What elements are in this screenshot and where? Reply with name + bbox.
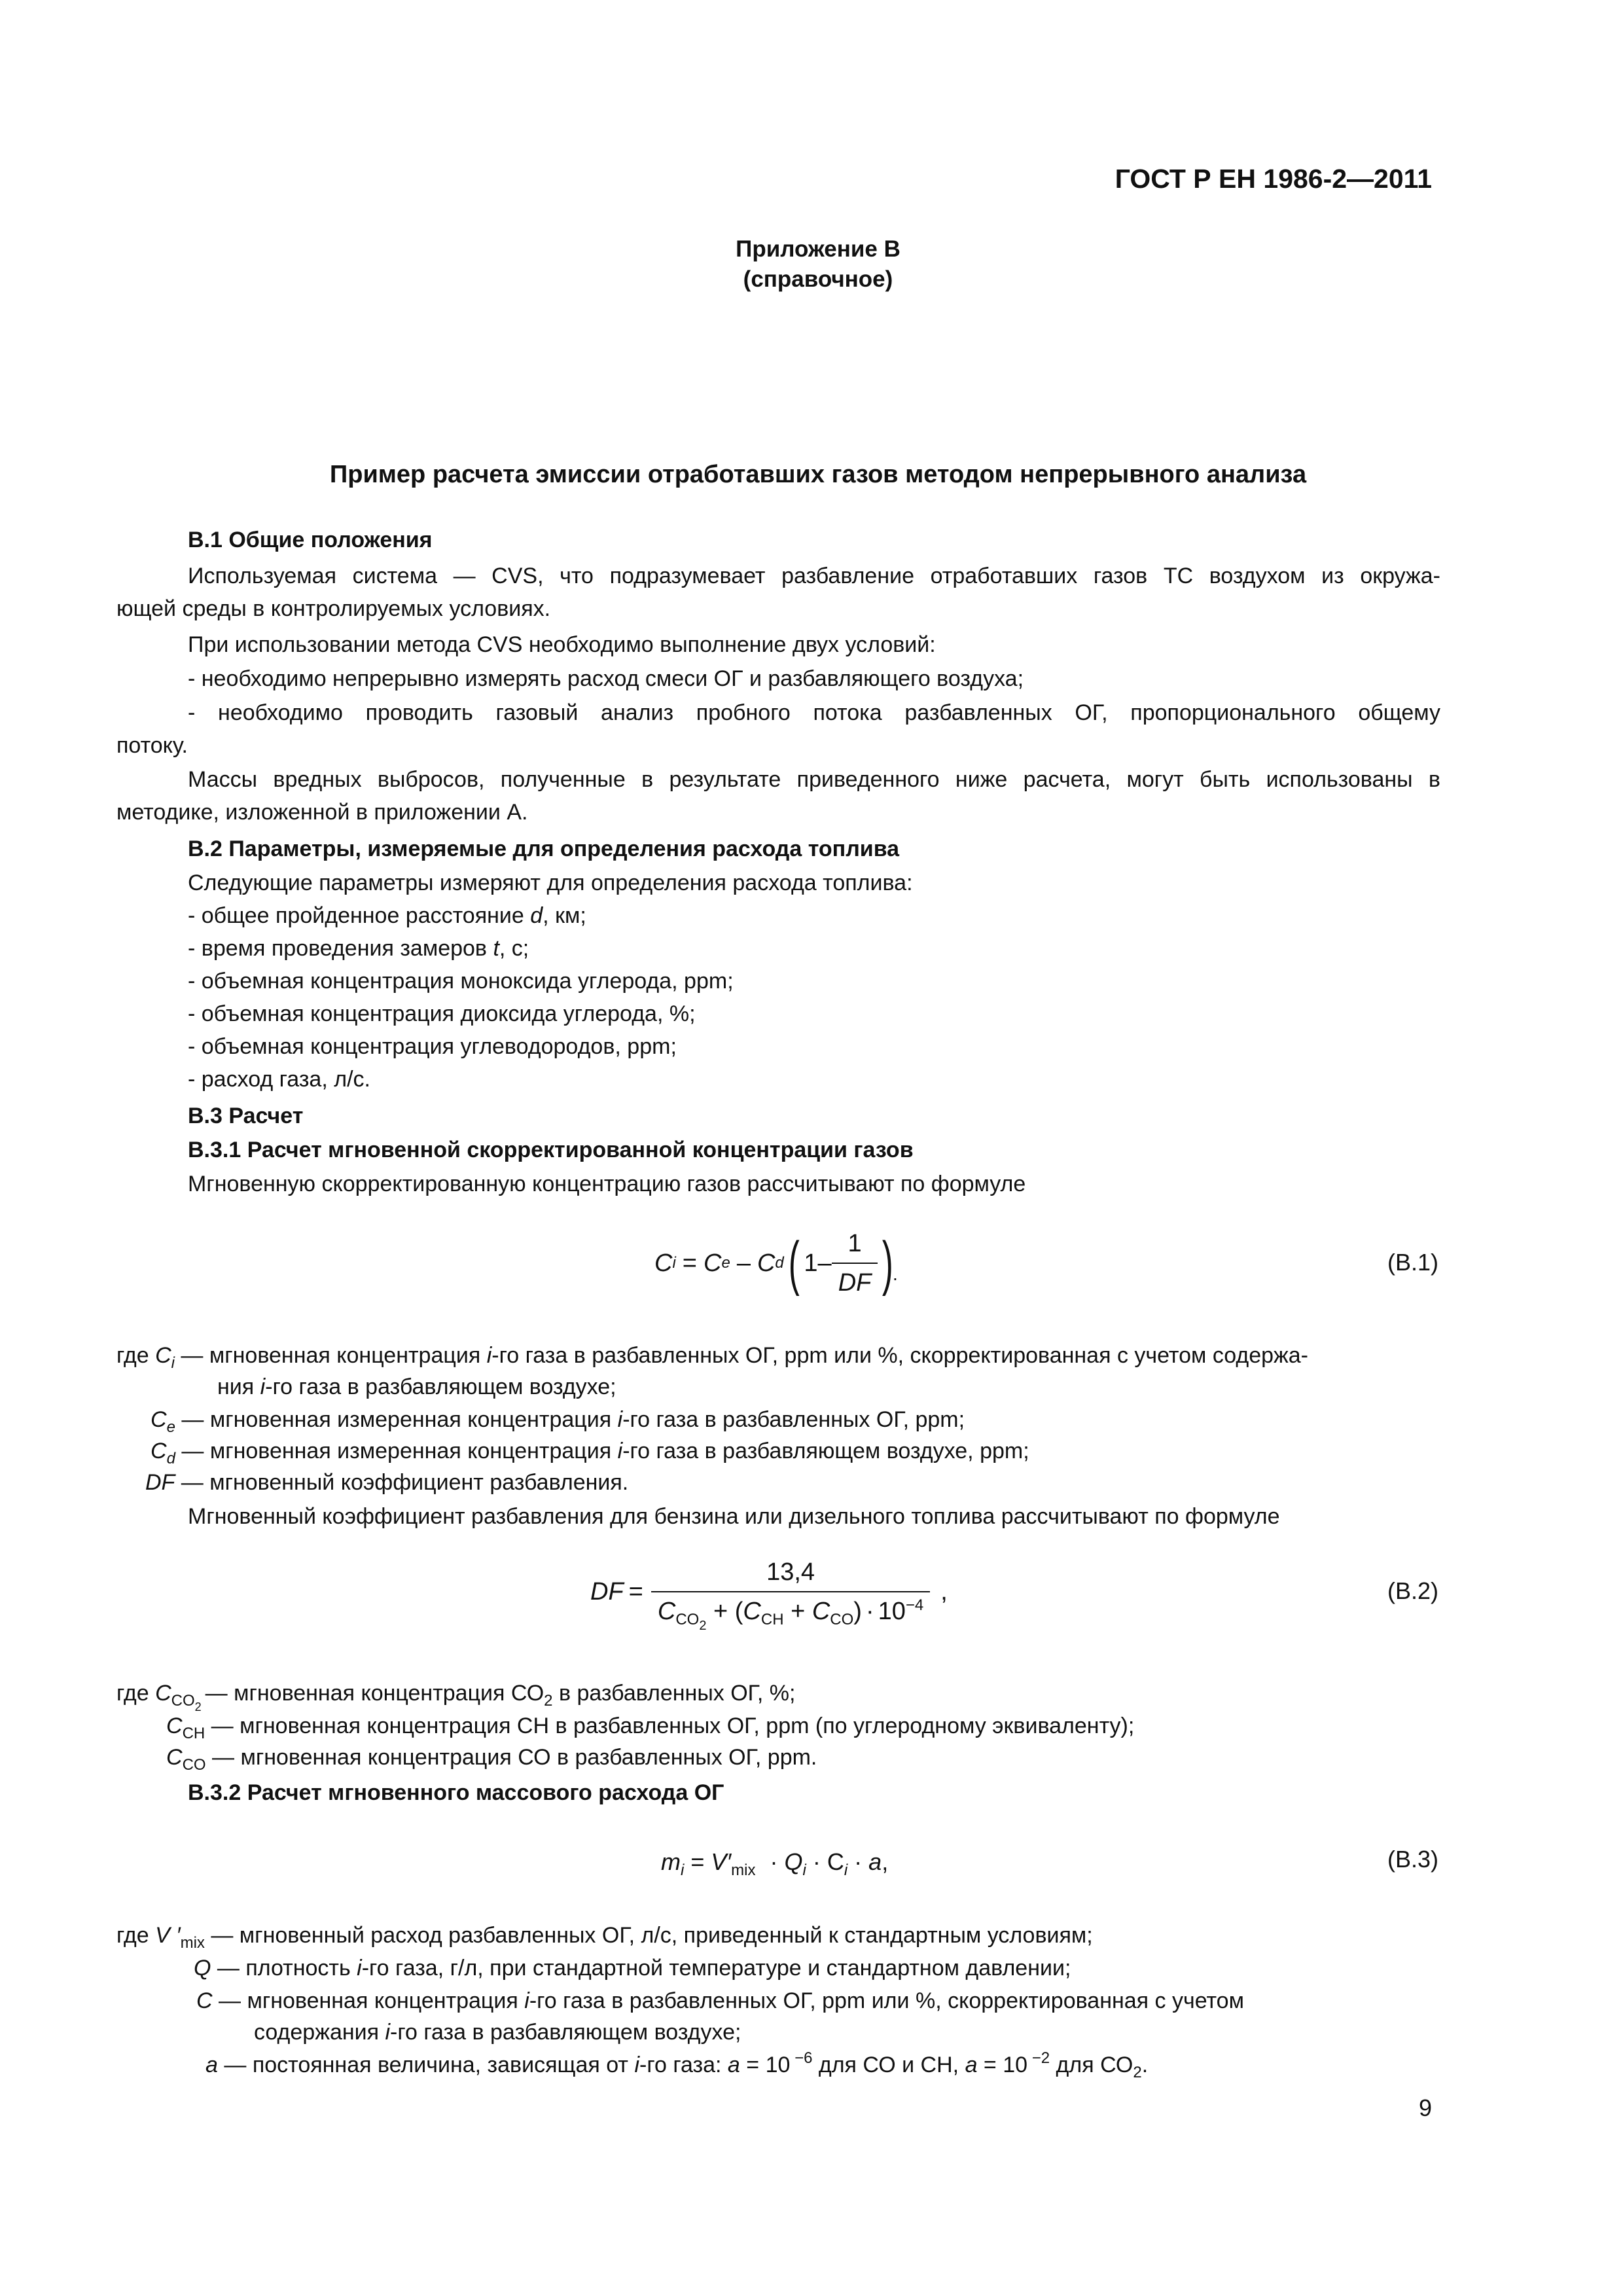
b1-paragraph1-line1: Используемая система — CVS, что подразумевает разбавление отработавших газов ТС воздухом из окружа- [188,564,1440,588]
eq1-equals: = [682,1249,697,1277]
eq1-right-paren: ) [882,1230,894,1297]
def-text: — мгновенная измеренная концентрация [175,1439,618,1463]
def-italic: i [617,1407,623,1432]
list-item [188,1063,734,1096]
eq3-v: V′ [711,1848,732,1875]
eq1-one-minus: 1– [804,1249,832,1277]
def-subscript: e [166,1418,175,1436]
eq2-sub-co2 [675,1611,707,1633]
eq3-a: a [868,1848,882,1875]
def-italic: a [965,2053,978,2077]
eq2-exponent: −4 [905,1596,924,1614]
def-subscript: CH [182,1725,205,1742]
eq2-ten: 10 [878,1598,906,1625]
eq2-co2-text: CO [675,1611,700,1628]
def-symbol: C [155,1681,171,1706]
eq3-sub-i: i [681,1861,685,1879]
def-text: -го газа в разбавленных ОГ, ppm или %, скорректированная с учетом [529,1988,1244,2013]
def-italic: a [727,2053,740,2077]
eq2-close: ) [853,1598,862,1625]
def-symbol: Q [194,1956,211,1981]
eq1-def-df [145,1466,628,1499]
def-text: в разбавленных ОГ, %; [552,1681,796,1706]
list-item-text: - объемная концентрация диоксида углерода, %; [188,1001,696,1026]
equation-b3-number: (В.3) [1387,1846,1438,1873]
where-label: где [116,1343,149,1368]
list-item-text: - объемная концентрация углеводородов, ppm; [188,1034,677,1059]
eq1-cd: C [757,1249,776,1277]
list-item [188,932,734,965]
def-italic: i [634,2053,639,2077]
def-text: для СО [1050,2053,1133,2077]
where-label: где [116,1923,149,1948]
equation-b1: C i = C e – C d ( 1– $\frac{1}{DF}$ ) . [654,1224,898,1302]
def-subscript: mix [180,1934,205,1952]
b2-parameter-list [188,899,734,1096]
equation-b1-number: (В.1) [1387,1249,1438,1276]
eq3-dot1: · [763,1848,785,1875]
eq3-m: m [661,1848,681,1875]
def-exponent: −2 [1027,2049,1050,2067]
eq3-dot3: · [847,1848,869,1875]
annex-type: (справочное) [743,266,893,292]
eq3-q: Q [784,1848,803,1875]
eq1-numerator: 1 [847,1230,862,1257]
eq3-def-q [194,1952,1071,1984]
page-number: 9 [1418,2094,1432,2121]
def-symbol: C [196,1988,213,2013]
def-text: . [1141,2053,1149,2077]
def-italic: i [260,1374,266,1399]
def-exponent: −6 [790,2049,813,2067]
eq1-def-cd [151,1435,1029,1467]
eq3-def-v [116,1919,1093,1952]
eq3-def-c-cont [254,2016,741,2049]
def-italic: i [357,1956,362,1981]
eq3-sub-i3: i [844,1861,848,1879]
eq2-two: 2 [699,1619,707,1633]
def-text: — мгновенная концентрация [212,1988,525,2013]
list-item-text: - объемная концентрация моноксида углерода, ppm; [188,969,734,994]
def-symbol: C [166,1745,183,1770]
eq3-def-a [205,2049,1148,2081]
eq1-def-ci-cont [217,1371,616,1403]
eq2-equals: = [628,1578,643,1605]
eq3-c: C [827,1848,844,1875]
def-text: -го газа в разбавленных ОГ, ppm или %, скорректированная с учетом содержа- [491,1343,1308,1368]
def-text: = 10 [740,2053,791,2077]
eq1-minus: – [736,1249,751,1277]
def-text: — мгновенная концентрация [174,1343,487,1368]
eq3-sub-mix: mix [731,1861,756,1879]
def-symbol: a [205,2053,218,2077]
def-subscript-two: 2 [1133,2064,1142,2081]
section-b31-heading: В.3.1 Расчет мгновенной скорректированной концентрации газов [188,1138,914,1162]
eq3-tail: , [882,1848,889,1875]
eq2-def-cch [166,1710,1134,1742]
eq2-plus-open: + ( [706,1598,743,1625]
eq1-c: C [654,1249,673,1277]
list-item-unit: , с; [499,936,529,961]
def-text: ния [217,1374,260,1399]
main-title: Пример расчета эмиссии отработавших газов методом непрерывного анализа [329,461,1307,488]
def-text: — мгновенная концентрация СО [205,1681,544,1706]
eq1-fraction [832,1227,878,1299]
def-text: — мгновенная концентрация СО в разбавленных ОГ, ppm. [205,1745,817,1770]
eq1-left-paren: ( [788,1230,800,1297]
def-text: — мгновенная концентрация СН в разбавленных ОГ, ppm (по углеродному эквиваленту); [205,1713,1135,1738]
section-b2-heading: В.2 Параметры, измеряемые для определения расхода топлива [188,836,900,861]
b1-paragraph1-line2: ющей среды в контролируемых условиях. [116,596,551,621]
eq2-c2: C [743,1598,761,1625]
eq3-dot2: · [806,1848,827,1875]
b1-condition2-line1: - необходимо проводить газовый анализ пробного потока разбавленных ОГ, пропорционального общему [188,700,1440,725]
annex-title: Приложение В [736,236,901,262]
eq1-tail: . [892,1264,898,1284]
def-subscript: CO [182,1756,206,1774]
def-symbol: DF [145,1470,175,1495]
eq1-denominator: DF [832,1263,878,1299]
list-item-text: - общее пройденное расстояние [188,903,531,928]
def-italic: i [524,1988,529,2013]
def-text: — постоянная величина, зависящая от [217,2053,635,2077]
eq2-tail: , [940,1578,948,1605]
eq2-fraction [651,1556,930,1633]
document-code: ГОСТ Р ЕН 1986-2—2011 [1115,164,1432,194]
def-text: содержания [254,2020,385,2045]
b1-condition1: - необходимо непрерывно измерять расход смеси ОГ и разбавляющего воздуха; [188,666,1024,691]
def-symbol: C [166,1713,183,1738]
def-subscript [171,1692,202,1713]
eq2-plus: + [783,1598,812,1625]
eq2-def-cco2 [116,1677,796,1713]
def-text: -го газа в разбавленных ОГ, ppm; [622,1407,965,1432]
list-item [188,1030,734,1063]
list-item-text: - время проведения замеров [188,936,493,961]
section-b32-heading: В.3.2 Расчет мгновенного массового расхода ОГ [188,1780,724,1805]
eq2-sub-co: CO [830,1611,854,1628]
def-symbol: V ′ [155,1923,181,1948]
def-symbol: C [151,1439,167,1463]
def-text: — плотность [211,1956,357,1981]
def-italic: i [486,1343,492,1368]
list-item-symbol: d [530,903,543,928]
eq2-c3: C [812,1598,830,1625]
eq1-def-ce [151,1403,965,1436]
equation-b2-number: (В.2) [1387,1577,1438,1604]
list-item-symbol: t [493,936,499,961]
section-b1-heading: В.1 Общие положения [188,528,433,552]
eq3-def-c [196,1984,1440,2017]
eq3-sub-i2: i [802,1861,806,1879]
eq2-lhs: DF [590,1578,624,1605]
def-text: — мгновенный коэффициент разбавления. [175,1470,629,1495]
b2-intro: Следующие параметры измеряют для определения расхода топлива: [188,870,913,895]
section-b3-heading: В.3 Расчет [188,1103,304,1128]
eq2-dot: · [865,1598,874,1625]
def-text: -го газа: [639,2053,728,2077]
list-item [188,965,734,997]
b1-paragraph3-line1: Массы вредных выбросов, полученные в результате приведенного ниже расчета, могут быть использованы в [188,767,1440,792]
def-text: -го газа в разбавляющем воздухе; [390,2020,741,2045]
df-intro: Мгновенный коэффициент разбавления для бензина или дизельного топлива рассчитывают по формуле [188,1504,1280,1529]
eq2-sub-ch: CH [760,1611,784,1628]
def-text: -го газа в разбавляющем воздухе, ppm; [622,1439,1029,1463]
b1-condition2-line2: потоку. [116,733,188,758]
equation-b3 [661,1846,888,1878]
def-subscript-text: CO [171,1692,195,1710]
eq3-equals: = [684,1848,711,1875]
list-item [188,997,734,1030]
def-text: для СО и СН, [812,2053,965,2077]
def-text: -го газа, г/л, при стандартной температуре и стандартном давлении; [361,1956,1071,1981]
def-subscript-two: 2 [544,1692,553,1710]
eq2-denominator [651,1591,930,1633]
list-item-text: - расход газа, л/с. [188,1067,370,1092]
def-text: -го газа в разбавляющем воздухе; [265,1374,616,1399]
def-italic: i [385,2020,391,2045]
list-item-unit: , км; [543,903,586,928]
def-symbol: C [155,1343,171,1368]
list-item [188,899,734,932]
def-text: — мгновенная измеренная концентрация [175,1407,618,1432]
b1-paragraph3-line2: методике, изложенной в приложении А. [116,800,528,825]
eq3-def-c-line1 [196,1984,1440,2017]
def-text: = 10 [977,2053,1028,2077]
def-italic: i [617,1439,623,1463]
eq2-c1: C [657,1598,676,1625]
def-symbol: C [151,1407,167,1432]
b31-intro: Мгновенную скорректированную концентрацию газов рассчитывают по формуле [188,1172,1026,1196]
eq2-numerator: 13,4 [766,1558,815,1586]
eq1-def-ci [116,1339,1308,1372]
eq2-def-cco [166,1741,817,1774]
def-subscript: d [166,1450,175,1467]
where-label: где [116,1681,149,1706]
eq1-ce: C [704,1249,722,1277]
equation-b2 [590,1546,948,1638]
b1-paragraph2: При использовании метода CVS необходимо выполнение двух условий: [188,632,936,657]
def-text: — мгновенный расход разбавленных ОГ, л/с, приведенный к стандартным условиям; [204,1923,1093,1948]
def-subscript: i [171,1354,175,1372]
def-subscript-two: 2 [194,1700,202,1713]
